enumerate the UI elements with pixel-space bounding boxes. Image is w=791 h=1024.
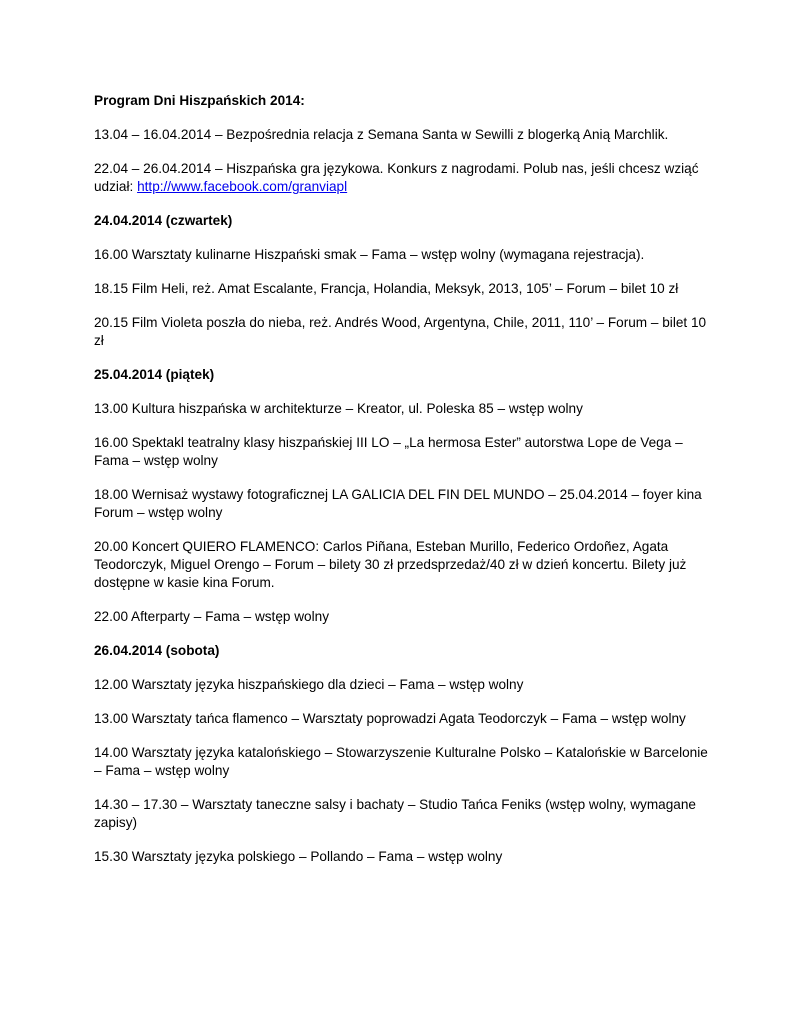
intro-paragraph-2 xyxy=(94,160,714,196)
event-item: 12.00 Warsztaty języka hiszpańskiego dla dzieci – Fama – wstęp wolny xyxy=(94,677,524,692)
event-item: 13.00 Kultura hiszpańska w architekturze – Kreator, ul. Poleska 85 – wstęp wolny xyxy=(94,401,583,416)
event-item: 18.15 Film Heli, reż. Amat Escalante, Francja, Holandia, Meksyk, 2013, 105’ – Forum – bilet 10 zł xyxy=(94,281,679,296)
event-item: 14.30 – 17.30 – Warsztaty taneczne salsy i bachaty – Studio Tańca Feniks (wstęp wolny, wymagane zapisy) xyxy=(94,797,696,830)
day-heading-saturday: 26.04.2014 (sobota) xyxy=(94,643,220,658)
event-item: 13.00 Warsztaty tańca flamenco – Warsztaty poprowadzi Agata Teodorczyk – Fama – wstęp wolny xyxy=(94,711,686,726)
event-item: 14.00 Warsztaty języka katalońskiego – Stowarzyszenie Kulturalne Polsko – Katalońskie w Barcelonie – Fama – wstęp wolny xyxy=(94,745,708,778)
event-item: 16.00 Warsztaty kulinarne Hiszpański smak – Fama – wstęp wolny (wymagana rejestracja). xyxy=(94,247,645,262)
document-title: Program Dni Hiszpańskich 2014: xyxy=(94,93,305,108)
intro-paragraph-1: 13.04 – 16.04.2014 – Bezpośrednia relacja z Semana Santa w Sewilli z blogerką Anią Marchlik. xyxy=(94,127,669,142)
event-item: 18.00 Wernisaż wystawy fotograficznej LA GALICIA DEL FIN DEL MUNDO – 25.04.2014 – foyer kina Forum – wstęp wolny xyxy=(94,487,702,520)
event-item: 22.00 Afterparty – Fama – wstęp wolny xyxy=(94,609,329,624)
event-item: 20.00 Koncert QUIERO FLAMENCO: Carlos Piñana, Esteban Murillo, Federico Ordoñez, Agata Teodorczyk, Miguel Orengo – Forum – bilety 30 zł przedsprzedaż/40 zł w dzień koncertu. Bilety już dostępne w kasie kina Forum. xyxy=(94,539,687,590)
event-item: 20.15 Film Violeta poszła do nieba, reż. Andrés Wood, Argentyna, Chile, 2011, 110’ – Forum – bilet 10 zł xyxy=(94,315,707,348)
day-heading-thursday: 24.04.2014 (czwartek) xyxy=(94,213,233,228)
document-page xyxy=(94,92,714,882)
event-item: 16.00 Spektakl teatralny klasy hiszpańskiej III LO – „La hermosa Ester” autorstwa Lope de Vega – Fama – wstęp wolny xyxy=(94,435,683,468)
event-item: 15.30 Warsztaty języka polskiego – Pollando – Fama – wstęp wolny xyxy=(94,849,503,864)
day-heading-friday: 25.04.2014 (piątek) xyxy=(94,367,215,382)
facebook-link[interactable]: http://www.facebook.com/granviapl xyxy=(137,179,348,194)
intro-paragraph-2-text: 22.04 – 26.04.2014 – Hiszpańska gra językowa. Konkurs z nagrodami. Polub nas, jeśli chcesz wziąć udział: xyxy=(94,161,699,194)
